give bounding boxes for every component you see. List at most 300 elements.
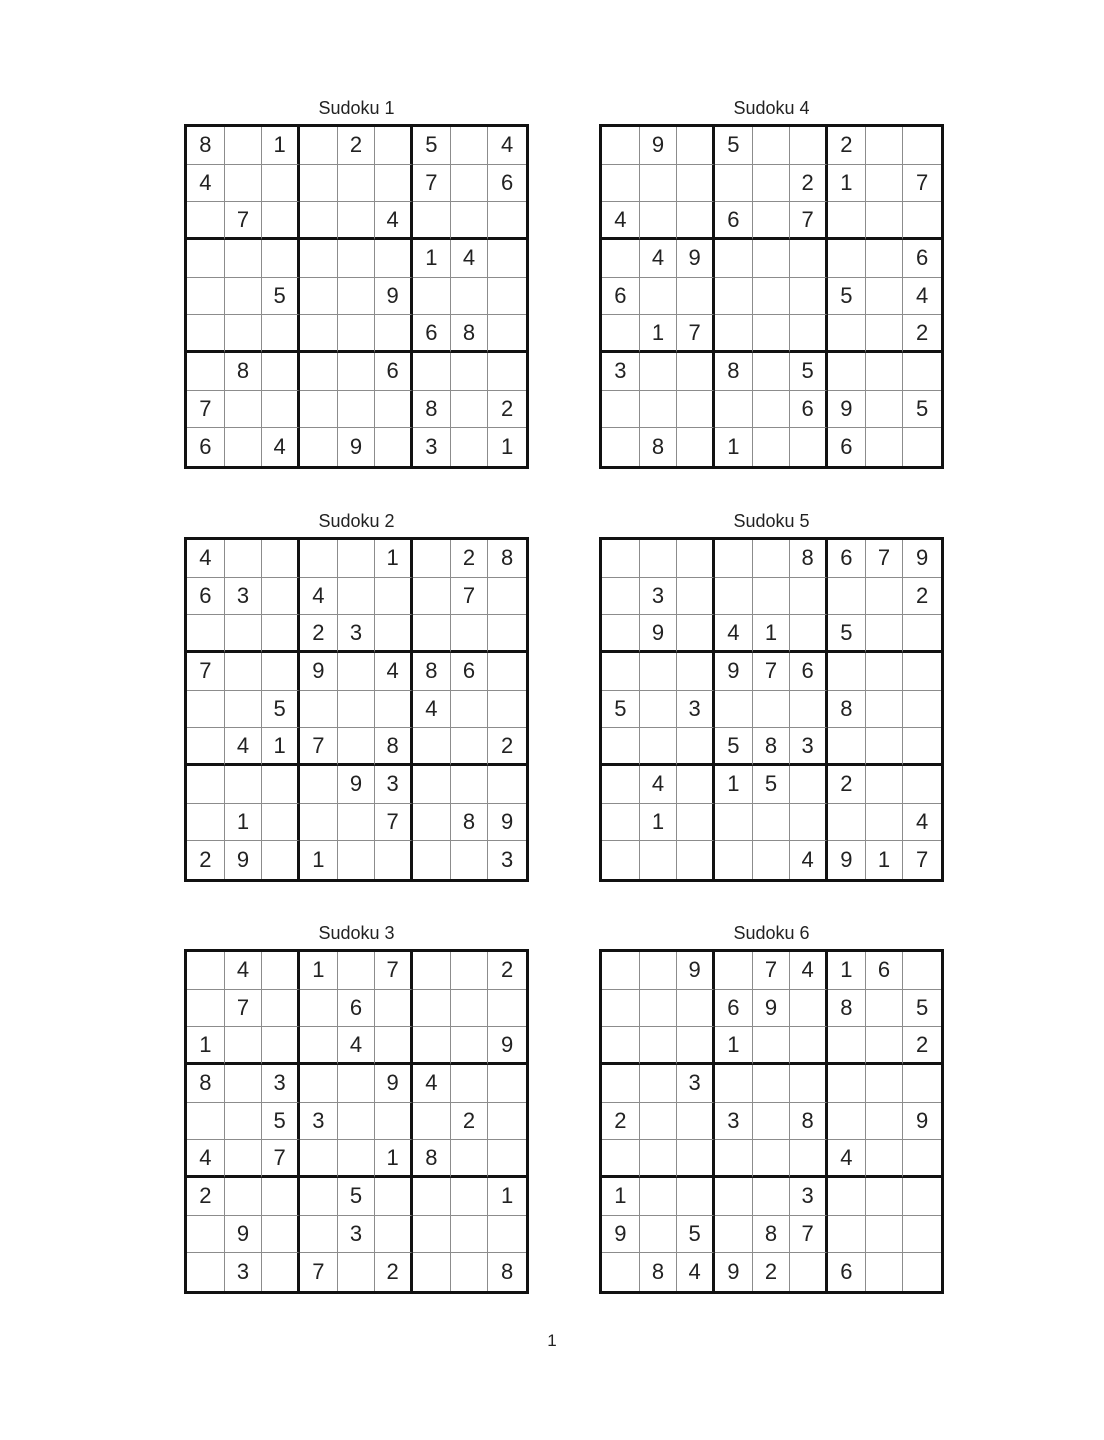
sudoku-cell: 1 bbox=[753, 615, 791, 653]
puzzle-title: Sudoku 2 bbox=[318, 511, 395, 531]
sudoku-cell bbox=[338, 728, 376, 766]
sudoku-cell: 2 bbox=[187, 1178, 225, 1216]
sudoku-grid bbox=[599, 537, 944, 882]
sudoku-cell: 7 bbox=[790, 1216, 828, 1254]
sudoku-cell: 8 bbox=[828, 691, 866, 729]
sudoku-cell: 9 bbox=[753, 990, 791, 1028]
sudoku-cell bbox=[828, 578, 866, 616]
sudoku-cell: 1 bbox=[640, 315, 678, 353]
sudoku-cell bbox=[715, 391, 753, 429]
sudoku-cell bbox=[413, 728, 451, 766]
sudoku-cell bbox=[413, 540, 451, 578]
sudoku-cell bbox=[640, 728, 678, 766]
sudoku-cell bbox=[640, 278, 678, 316]
sudoku-cell bbox=[413, 615, 451, 653]
sudoku-cell bbox=[262, 240, 300, 278]
sudoku-cell bbox=[413, 804, 451, 842]
sudoku-cell bbox=[677, 804, 715, 842]
sudoku-cell bbox=[640, 841, 678, 879]
sudoku-cell bbox=[828, 804, 866, 842]
sudoku-cell: 6 bbox=[828, 428, 866, 466]
sudoku-cell bbox=[828, 1065, 866, 1103]
sudoku-cell: 2 bbox=[451, 540, 489, 578]
sudoku-cell bbox=[375, 615, 413, 653]
sudoku-cell: 7 bbox=[187, 653, 225, 691]
sudoku-cell: 7 bbox=[866, 540, 904, 578]
sudoku-cell bbox=[262, 1178, 300, 1216]
sudoku-cell bbox=[903, 1178, 941, 1216]
sudoku-cell bbox=[187, 353, 225, 391]
puzzle-title: Sudoku 4 bbox=[733, 98, 810, 118]
sudoku-cell: 9 bbox=[640, 127, 678, 165]
sudoku-cell bbox=[790, 990, 828, 1028]
sudoku-cell bbox=[451, 391, 489, 429]
sudoku-cell bbox=[488, 691, 526, 729]
sudoku-cell bbox=[790, 240, 828, 278]
sudoku-cell bbox=[753, 240, 791, 278]
sudoku-cell bbox=[828, 240, 866, 278]
sudoku-cell: 4 bbox=[790, 841, 828, 879]
sudoku-cell bbox=[602, 653, 640, 691]
sudoku-cell bbox=[413, 1253, 451, 1291]
sudoku-cell: 9 bbox=[225, 1216, 263, 1254]
sudoku-cell: 7 bbox=[903, 165, 941, 203]
sudoku-cell: 5 bbox=[262, 1103, 300, 1141]
sudoku-cell bbox=[866, 1216, 904, 1254]
sudoku-cell bbox=[375, 1103, 413, 1141]
sudoku-cell bbox=[903, 728, 941, 766]
sudoku-cell bbox=[451, 728, 489, 766]
sudoku-cell bbox=[866, 1140, 904, 1178]
sudoku-grid bbox=[184, 537, 529, 882]
sudoku-cell: 4 bbox=[338, 1027, 376, 1065]
puzzle-title: Sudoku 6 bbox=[733, 923, 810, 943]
sudoku-cell bbox=[338, 202, 376, 240]
sudoku-cell bbox=[225, 127, 263, 165]
sudoku-cell bbox=[338, 353, 376, 391]
sudoku-cell: 5 bbox=[753, 766, 791, 804]
sudoku-cell bbox=[715, 1216, 753, 1254]
sudoku-cell: 1 bbox=[828, 165, 866, 203]
sudoku-cell bbox=[225, 1140, 263, 1178]
sudoku-cell: 7 bbox=[262, 1140, 300, 1178]
sudoku-cell: 6 bbox=[715, 990, 753, 1028]
sudoku-cell: 1 bbox=[640, 804, 678, 842]
sudoku-cell bbox=[488, 202, 526, 240]
sudoku-cell: 9 bbox=[300, 653, 338, 691]
sudoku-cell bbox=[262, 990, 300, 1028]
sudoku-cell bbox=[262, 353, 300, 391]
sudoku-cell bbox=[451, 841, 489, 879]
sudoku-cell bbox=[828, 1178, 866, 1216]
sudoku-cell bbox=[790, 1027, 828, 1065]
sudoku-cell bbox=[715, 1140, 753, 1178]
sudoku-grid bbox=[599, 949, 944, 1294]
sudoku-cell bbox=[187, 315, 225, 353]
sudoku-cell bbox=[187, 728, 225, 766]
sudoku-cell bbox=[715, 841, 753, 879]
sudoku-cell: 5 bbox=[262, 691, 300, 729]
sudoku-cell: 1 bbox=[375, 1140, 413, 1178]
sudoku-cell bbox=[488, 353, 526, 391]
sudoku-cell bbox=[866, 391, 904, 429]
sudoku-cell: 1 bbox=[187, 1027, 225, 1065]
sudoku-cell: 2 bbox=[488, 391, 526, 429]
sudoku-cell: 8 bbox=[790, 540, 828, 578]
sudoku-cell bbox=[338, 1103, 376, 1141]
sudoku-cell: 6 bbox=[451, 653, 489, 691]
sudoku-cell: 4 bbox=[300, 578, 338, 616]
sudoku-cell: 7 bbox=[413, 165, 451, 203]
sudoku-cell bbox=[488, 240, 526, 278]
sudoku-cell bbox=[375, 990, 413, 1028]
sudoku-cell: 4 bbox=[375, 653, 413, 691]
sudoku-cell: 7 bbox=[225, 990, 263, 1028]
sudoku-cell bbox=[262, 1216, 300, 1254]
sudoku-cell bbox=[187, 615, 225, 653]
sudoku-cell: 5 bbox=[790, 353, 828, 391]
sudoku-cell: 5 bbox=[715, 127, 753, 165]
sudoku-cell: 7 bbox=[375, 952, 413, 990]
sudoku-cell bbox=[602, 240, 640, 278]
sudoku-cell: 4 bbox=[451, 240, 489, 278]
sudoku-cell bbox=[790, 578, 828, 616]
sudoku-cell: 7 bbox=[677, 315, 715, 353]
sudoku-cell: 8 bbox=[187, 1065, 225, 1103]
sudoku-cell: 4 bbox=[187, 540, 225, 578]
sudoku-cell bbox=[413, 990, 451, 1028]
sudoku-cell bbox=[828, 1216, 866, 1254]
sudoku-cell bbox=[338, 691, 376, 729]
sudoku-cell: 7 bbox=[187, 391, 225, 429]
sudoku-cell bbox=[677, 391, 715, 429]
sudoku-cell bbox=[225, 240, 263, 278]
sudoku-cell bbox=[488, 578, 526, 616]
puzzle-title: Sudoku 1 bbox=[318, 98, 395, 118]
sudoku-cell bbox=[225, 615, 263, 653]
sudoku-cell bbox=[262, 952, 300, 990]
sudoku-cell bbox=[602, 766, 640, 804]
sudoku-cell: 4 bbox=[488, 127, 526, 165]
sudoku-cell bbox=[753, 804, 791, 842]
sudoku-cell: 6 bbox=[903, 240, 941, 278]
sudoku-cell bbox=[715, 804, 753, 842]
sudoku-cell bbox=[677, 165, 715, 203]
sudoku-cell: 1 bbox=[602, 1178, 640, 1216]
sudoku-cell bbox=[677, 127, 715, 165]
sudoku-cell bbox=[262, 391, 300, 429]
sudoku-cell bbox=[866, 165, 904, 203]
sudoku-cell bbox=[187, 1253, 225, 1291]
sudoku-cell bbox=[187, 952, 225, 990]
sudoku-cell: 6 bbox=[790, 653, 828, 691]
sudoku-cell: 9 bbox=[338, 766, 376, 804]
sudoku-cell bbox=[828, 1027, 866, 1065]
sudoku-cell: 1 bbox=[413, 240, 451, 278]
sudoku-cell: 8 bbox=[501, 1259, 514, 1285]
sudoku-cell: 1 bbox=[715, 1027, 753, 1065]
sudoku-cell: 3 bbox=[338, 615, 376, 653]
sudoku-cell: 7 bbox=[753, 952, 791, 990]
sudoku-cell bbox=[828, 653, 866, 691]
sudoku-cell bbox=[338, 1253, 376, 1291]
sudoku-cell: 4 bbox=[790, 952, 828, 990]
sudoku-cell: 7 bbox=[451, 578, 489, 616]
sudoku-cell bbox=[338, 1140, 376, 1178]
sudoku-cell bbox=[300, 804, 338, 842]
sudoku-cell bbox=[375, 691, 413, 729]
sudoku-cell bbox=[715, 240, 753, 278]
sudoku-cell bbox=[375, 240, 413, 278]
sudoku-cell bbox=[225, 391, 263, 429]
sudoku-cell bbox=[602, 315, 640, 353]
sudoku-cell bbox=[262, 653, 300, 691]
sudoku-cell bbox=[451, 165, 489, 203]
sudoku-cell: 5 bbox=[828, 278, 866, 316]
sudoku-cell bbox=[488, 766, 526, 804]
sudoku-cell: 8 bbox=[451, 315, 489, 353]
sudoku-cell bbox=[640, 1103, 678, 1141]
sudoku-cell bbox=[602, 615, 640, 653]
sudoku-cell: 4 bbox=[262, 428, 300, 466]
sudoku-cell bbox=[338, 1065, 376, 1103]
sudoku-cell: 3 bbox=[790, 1178, 828, 1216]
sudoku-cell: 7 bbox=[790, 202, 828, 240]
sudoku-cell bbox=[225, 1103, 263, 1141]
sudoku-cell bbox=[866, 127, 904, 165]
sudoku-cell bbox=[225, 1178, 263, 1216]
sudoku-cell: 1 bbox=[375, 540, 413, 578]
sudoku-cell: 4 bbox=[375, 202, 413, 240]
sudoku-cell bbox=[488, 315, 526, 353]
sudoku-cell bbox=[903, 1065, 941, 1103]
sudoku-cell bbox=[602, 952, 640, 990]
sudoku-cell: 3 bbox=[715, 1103, 753, 1141]
sudoku-cell bbox=[640, 202, 678, 240]
sudoku-cell bbox=[903, 127, 941, 165]
sudoku-cell: 4 bbox=[225, 728, 263, 766]
sudoku-cell bbox=[866, 353, 904, 391]
sudoku-cell bbox=[451, 1140, 489, 1178]
sudoku-cell bbox=[338, 165, 376, 203]
sudoku-cell bbox=[640, 1065, 678, 1103]
sudoku-cell bbox=[866, 804, 904, 842]
sudoku-cell: 9 bbox=[828, 841, 866, 879]
sudoku-cell bbox=[262, 315, 300, 353]
sudoku-cell bbox=[715, 691, 753, 729]
sudoku-cell bbox=[677, 202, 715, 240]
sudoku-cell: 2 bbox=[828, 127, 866, 165]
sudoku-cell: 6 bbox=[602, 278, 640, 316]
sudoku-cell bbox=[715, 1178, 753, 1216]
sudoku-cell: 8 bbox=[413, 1140, 451, 1178]
sudoku-cell: 3 bbox=[225, 578, 263, 616]
sudoku-cell bbox=[300, 165, 338, 203]
sudoku-cell bbox=[300, 1027, 338, 1065]
sudoku-cell bbox=[790, 1253, 828, 1291]
sudoku-cell: 2 bbox=[300, 615, 338, 653]
sudoku-cell bbox=[488, 1140, 526, 1178]
sudoku-cell: 9 bbox=[677, 952, 715, 990]
sudoku-cell: 6 bbox=[828, 1253, 866, 1291]
sudoku-cell: 3 bbox=[677, 1065, 715, 1103]
sudoku-cell bbox=[488, 1216, 526, 1254]
sudoku-cell bbox=[300, 1065, 338, 1103]
sudoku-cell bbox=[640, 1140, 678, 1178]
sudoku-cell bbox=[715, 278, 753, 316]
sudoku-cell bbox=[225, 315, 263, 353]
sudoku-cell bbox=[338, 804, 376, 842]
sudoku-cell: 2 bbox=[451, 1103, 489, 1141]
sudoku-cell bbox=[753, 578, 791, 616]
sudoku-cell: 3 bbox=[677, 691, 715, 729]
sudoku-cell bbox=[677, 1140, 715, 1178]
sudoku-cell bbox=[602, 1253, 640, 1291]
sudoku-cell bbox=[677, 353, 715, 391]
sudoku-cell bbox=[300, 691, 338, 729]
sudoku-cell bbox=[413, 1103, 451, 1141]
sudoku-cell bbox=[866, 1253, 904, 1291]
sudoku-cell: 1 bbox=[262, 728, 300, 766]
sudoku-cell bbox=[753, 691, 791, 729]
sudoku-cell bbox=[790, 127, 828, 165]
sudoku-cell: 8 bbox=[640, 1253, 678, 1291]
sudoku-cell: 3 bbox=[790, 728, 828, 766]
sudoku-cell bbox=[753, 428, 791, 466]
sudoku-cell: 9 bbox=[338, 428, 376, 466]
sudoku-cell: 4 bbox=[828, 1140, 866, 1178]
sudoku-cell bbox=[677, 990, 715, 1028]
sudoku-cell bbox=[640, 1216, 678, 1254]
sudoku-cell bbox=[790, 428, 828, 466]
sudoku-cell bbox=[187, 990, 225, 1028]
sudoku-cell: 9 bbox=[903, 1103, 941, 1141]
sudoku-cell bbox=[677, 653, 715, 691]
sudoku-cell bbox=[375, 1216, 413, 1254]
sudoku-cell bbox=[753, 1140, 791, 1178]
sudoku-cell bbox=[262, 841, 300, 879]
sudoku-cell: 1 bbox=[488, 1178, 526, 1216]
sudoku-cell bbox=[866, 990, 904, 1028]
sudoku-cell bbox=[866, 240, 904, 278]
sudoku-cell: 4 bbox=[677, 1253, 715, 1291]
sudoku-cell: 9 bbox=[903, 540, 941, 578]
sudoku-cell: 5 bbox=[413, 127, 451, 165]
sudoku-cell bbox=[753, 1103, 791, 1141]
sudoku-cell: 7 bbox=[300, 1253, 338, 1291]
sudoku-cell: 2 bbox=[790, 165, 828, 203]
sudoku-cell bbox=[677, 615, 715, 653]
sudoku-cell bbox=[488, 1103, 526, 1141]
sudoku-cell bbox=[602, 391, 640, 429]
sudoku-cell: 4 bbox=[715, 615, 753, 653]
sudoku-cell bbox=[903, 353, 941, 391]
sudoku-cell bbox=[753, 540, 791, 578]
sudoku-cell: 1 bbox=[866, 841, 904, 879]
sudoku-cell bbox=[866, 728, 904, 766]
sudoku-cell bbox=[640, 165, 678, 203]
sudoku-cell bbox=[640, 952, 678, 990]
sudoku-cell bbox=[488, 1065, 526, 1103]
sudoku-cell bbox=[677, 766, 715, 804]
sudoku-cell bbox=[451, 990, 489, 1028]
sudoku-grid bbox=[184, 124, 529, 469]
sudoku-cell bbox=[753, 278, 791, 316]
sudoku-cell bbox=[225, 278, 263, 316]
sudoku-cell: 1 bbox=[225, 804, 263, 842]
sudoku-cell bbox=[602, 428, 640, 466]
sudoku-cell bbox=[715, 1065, 753, 1103]
sudoku-cell bbox=[451, 428, 489, 466]
sudoku-cell bbox=[790, 1065, 828, 1103]
sudoku-cell bbox=[413, 1216, 451, 1254]
sudoku-cell bbox=[790, 1140, 828, 1178]
sudoku-cell bbox=[187, 766, 225, 804]
sudoku-cell bbox=[866, 315, 904, 353]
sudoku-cell bbox=[640, 1027, 678, 1065]
sudoku-cell bbox=[715, 165, 753, 203]
sudoku-cell bbox=[413, 841, 451, 879]
sudoku-cell: 7 bbox=[300, 728, 338, 766]
sudoku-cell: 8 bbox=[413, 391, 451, 429]
sudoku-cell bbox=[338, 278, 376, 316]
sudoku-cell: 7 bbox=[916, 847, 929, 873]
sudoku-cell bbox=[451, 127, 489, 165]
sudoku-cell bbox=[677, 1178, 715, 1216]
sudoku-cell: 3 bbox=[413, 428, 451, 466]
sudoku-cell: 7 bbox=[753, 653, 791, 691]
sudoku-cell bbox=[300, 202, 338, 240]
sudoku-cell bbox=[903, 1253, 941, 1291]
sudoku-cell bbox=[602, 841, 640, 879]
sudoku-cell: 4 bbox=[640, 766, 678, 804]
sudoku-cell bbox=[677, 428, 715, 466]
sudoku-cell bbox=[640, 1178, 678, 1216]
sudoku-cell bbox=[903, 1216, 941, 1254]
sudoku-cell: 6 bbox=[413, 315, 451, 353]
sudoku-cell bbox=[640, 353, 678, 391]
sudoku-cell bbox=[187, 1103, 225, 1141]
sudoku-grid bbox=[599, 124, 944, 469]
sudoku-cell bbox=[300, 766, 338, 804]
puzzle-title: Sudoku 5 bbox=[733, 511, 810, 531]
sudoku-cell bbox=[790, 278, 828, 316]
sudoku-cell bbox=[262, 165, 300, 203]
sudoku-cell bbox=[640, 990, 678, 1028]
sudoku-cell bbox=[413, 1178, 451, 1216]
sudoku-cell: 5 bbox=[903, 391, 941, 429]
sudoku-cell bbox=[262, 1027, 300, 1065]
sudoku-cell: 1 bbox=[828, 952, 866, 990]
sudoku-cell bbox=[677, 578, 715, 616]
sudoku-cell: 8 bbox=[375, 728, 413, 766]
sudoku-cell bbox=[262, 540, 300, 578]
sudoku-cell bbox=[640, 391, 678, 429]
sudoku-cell: 5 bbox=[602, 691, 640, 729]
sudoku-cell bbox=[602, 1065, 640, 1103]
sudoku-cell bbox=[187, 1216, 225, 1254]
sudoku-cell bbox=[413, 578, 451, 616]
sudoku-cell: 7 bbox=[225, 202, 263, 240]
sudoku-cell bbox=[375, 165, 413, 203]
sudoku-cell bbox=[790, 615, 828, 653]
sudoku-cell: 3 bbox=[602, 353, 640, 391]
sudoku-cell bbox=[828, 728, 866, 766]
sudoku-cell: 4 bbox=[602, 202, 640, 240]
sudoku-cell: 9 bbox=[488, 804, 526, 842]
sudoku-cell bbox=[790, 315, 828, 353]
sudoku-cell bbox=[262, 578, 300, 616]
